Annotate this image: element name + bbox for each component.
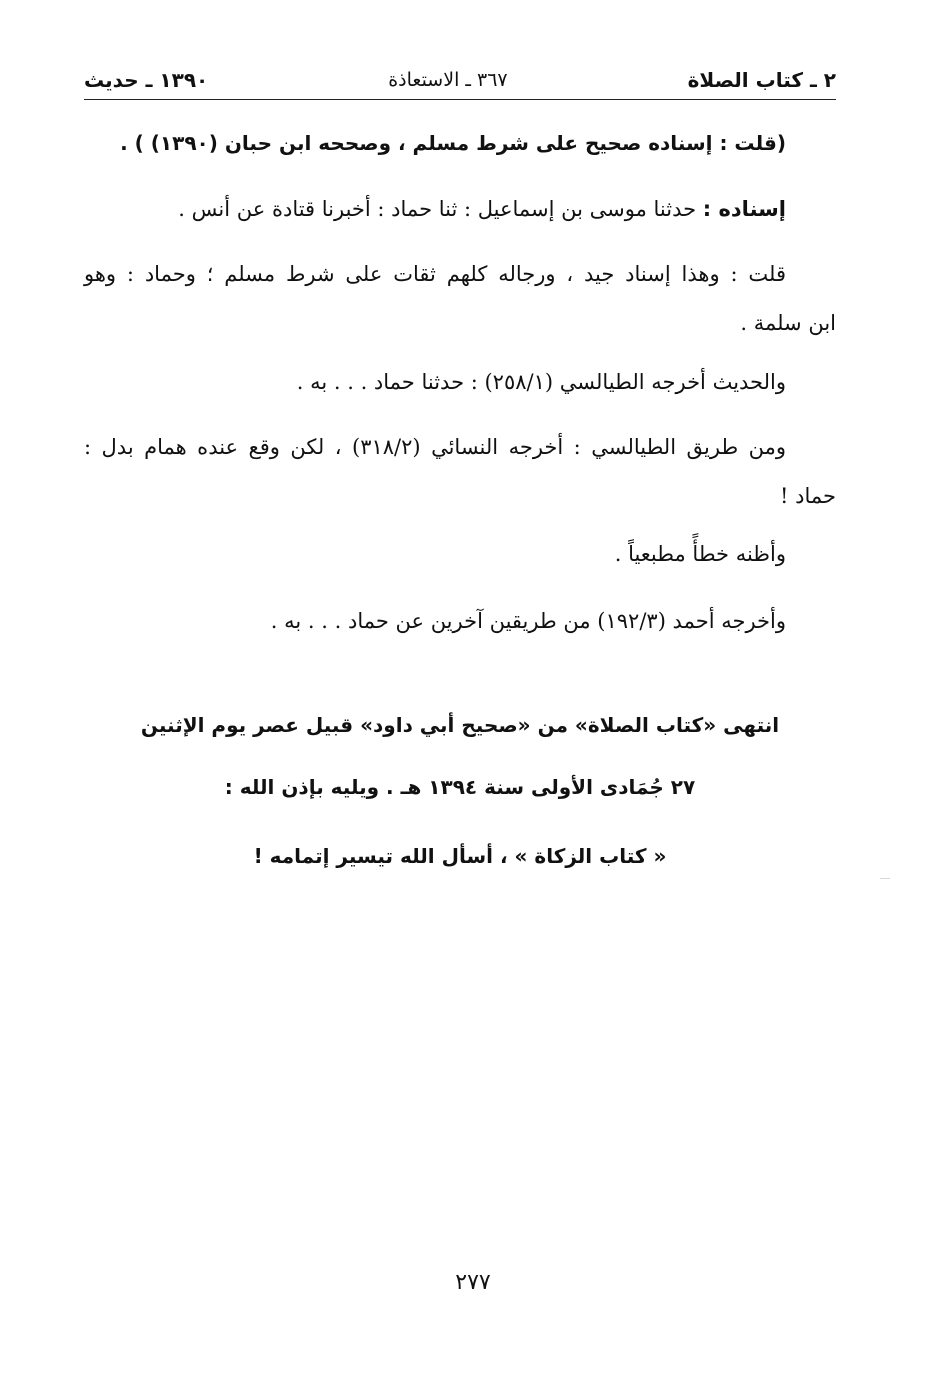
closing-line-3: « كتاب الزكاة » ، أسأل الله تيسير إتمامه ! [253, 844, 667, 868]
running-header [84, 62, 836, 98]
header-rule [84, 99, 836, 100]
paragraph-typo-note: وأظنه خطأً مطبعياً . [614, 542, 786, 566]
isnad-label: إسناده : [702, 197, 786, 221]
grading-line-1: قلت : وهذا إسناد جيد ، ورجاله كلهم ثقات على شرط مسلم ؛ وحماد : وهو [84, 262, 786, 286]
paragraph-ahmad: وأخرجه أحمد (١٩٢/٣) من طريقين آخرين عن حماد . . . به . [270, 609, 786, 633]
header-section: ٣٦٧ ـ الاستعاذة [388, 69, 508, 91]
margin-mark [880, 878, 890, 879]
paragraph-verdict: (قلت : إسناده صحيح على شرط مسلم ، وصححه ابن حبان (١٣٩٠) ) . [120, 131, 786, 155]
header-hadith-number: ١٣٩٠ ـ حديث [84, 68, 209, 92]
paragraph-nasai [84, 418, 836, 516]
nasai-line-1: ومن طريق الطيالسي : أخرجه النسائي (٣١٨/٢) ، لكن وقع عنده همام بدل : [84, 435, 786, 459]
closing-line-2: ٢٧ جُمَادى الأولى سنة ١٣٩٤ هـ . ويليه بإذن الله : [224, 775, 696, 799]
isnad-text: حدثنا موسى بن إسماعيل : ثنا حماد : أخبرنا قتادة عن أنس . [178, 197, 703, 221]
paragraph-grading [84, 245, 836, 343]
paragraph-isnad [84, 185, 786, 233]
paragraph-tayalisi: والحديث أخرجه الطيالسي (٢٥٨/١) : حدثنا حماد . . . به . [296, 370, 786, 394]
nasai-line-2: حماد ! [780, 484, 836, 508]
page-number: ٢٧٧ [455, 1270, 491, 1295]
closing-line-1: انتهى «كتاب الصلاة» من «صحيح أبي داود» قبيل عصر يوم الإثنين [140, 713, 780, 737]
grading-line-2: ابن سلمة . [740, 311, 836, 335]
header-chapter: ٢ ـ كتاب الصلاة [687, 68, 836, 92]
